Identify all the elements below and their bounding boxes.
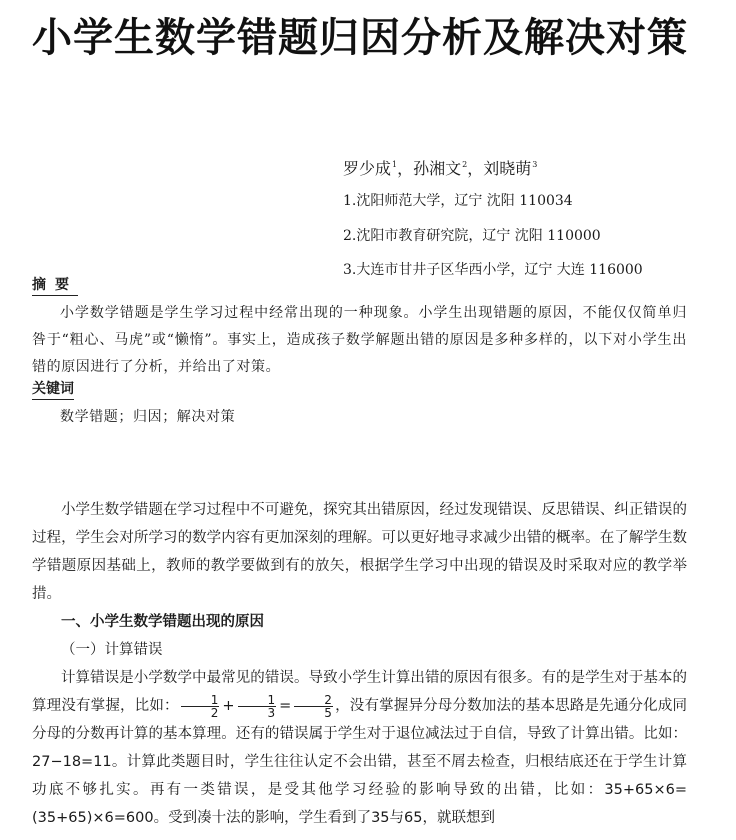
fraction-numerator: 1 — [181, 694, 220, 707]
author-name: 罗少成 — [343, 159, 392, 178]
affiliation-2: 2.沈阳市教育研究院，辽宁 沈阳 110000 — [343, 228, 601, 244]
author-affiliation-mark: 2 — [462, 160, 468, 169]
paragraph-text-before-formula: 计算错误是小学数学中最常见的错误。导致小学生计算出错的原因有很多。有的是学生对于基本的算理没有掌握，比如： — [32, 670, 687, 714]
intro-paragraph: 小学生数学错题在学习过程中不可避免，探究其出错原因，经过发现错误、反思错误、纠正错误的过程，学生会对所学习的数学内容有更加深刻的理解。可以更好地寻求减少出错的概率。在了解学生数学错题原因基础上，教师的教学要做到有的放矢，根据学生学习中出现的错误及时采取对应的教学举措。 — [32, 502, 687, 602]
author-affiliation-mark: 3 — [532, 160, 538, 169]
author-name: 刘晓萌 — [483, 159, 532, 178]
paragraph-text-after-formula: ，没有掌握异分母分数加法的基本思路是先通分化成同分母的分数再计算的基本算理。还有的错误属于学生对于退位减法过于自信，导致了计算出错。比如：27−18=11。计算此类题目时，学生往往认定不会出错，甚至不屑去检查，归根结底还在于学生计算功底不够扎实。再有一类错误，是受其他学习经验的影响导致的出错，比如：35+65×6=(35+65)×6=600。受到凑十法的影响，学生看到了35与65，就联想到 — [32, 698, 688, 826]
subsection-heading: （一）计算错误 — [61, 642, 163, 658]
author-list — [343, 153, 537, 181]
fraction-one-half — [181, 694, 220, 719]
author-name: 孙湘文 — [413, 159, 462, 178]
affiliation-3: 3.大连市甘井子区华西小学，辽宁 大连 116000 — [343, 262, 643, 278]
author-affiliation-mark: 1 — [392, 160, 398, 169]
fraction-numerator: 2 — [294, 694, 333, 707]
paper-title: 小学生数学错题归因分析及解决对策 — [32, 15, 688, 61]
plus-operator: + — [222, 698, 235, 714]
keywords-label: 关键词 — [32, 380, 74, 400]
main-body — [32, 496, 687, 832]
keywords-text: 数学错题；归因；解决对策 — [60, 409, 236, 425]
equals-operator: = — [279, 698, 292, 714]
author-separator: ， — [397, 159, 414, 178]
fraction-one-third — [238, 694, 277, 719]
fraction-denominator: 5 — [324, 705, 332, 720]
fraction-two-fifths — [294, 694, 333, 719]
fraction-denominator: 3 — [267, 705, 276, 720]
fraction-denominator: 2 — [210, 705, 219, 720]
section-heading: 一、小学生数学错题出现的原因 — [61, 614, 264, 630]
fraction-numerator: 1 — [238, 694, 277, 707]
abstract-label: 摘要 — [32, 276, 78, 296]
affiliation-1: 1.沈阳师范大学，辽宁 沈阳 110034 — [343, 193, 573, 209]
author-separator: ， — [467, 159, 484, 178]
calculation-error-paragraph — [32, 664, 687, 832]
abstract-text: 小学数学错题是学生学习过程中经常出现的一种现象。小学生出现错题的原因，不能仅仅简单归咎于“粗心、马虎”或“懒惰”。事实上，造成孩子数学解题出错的原因是多种多样的，以下对小学生出错的原因进行了分析，并给出了对策。 — [32, 305, 687, 375]
